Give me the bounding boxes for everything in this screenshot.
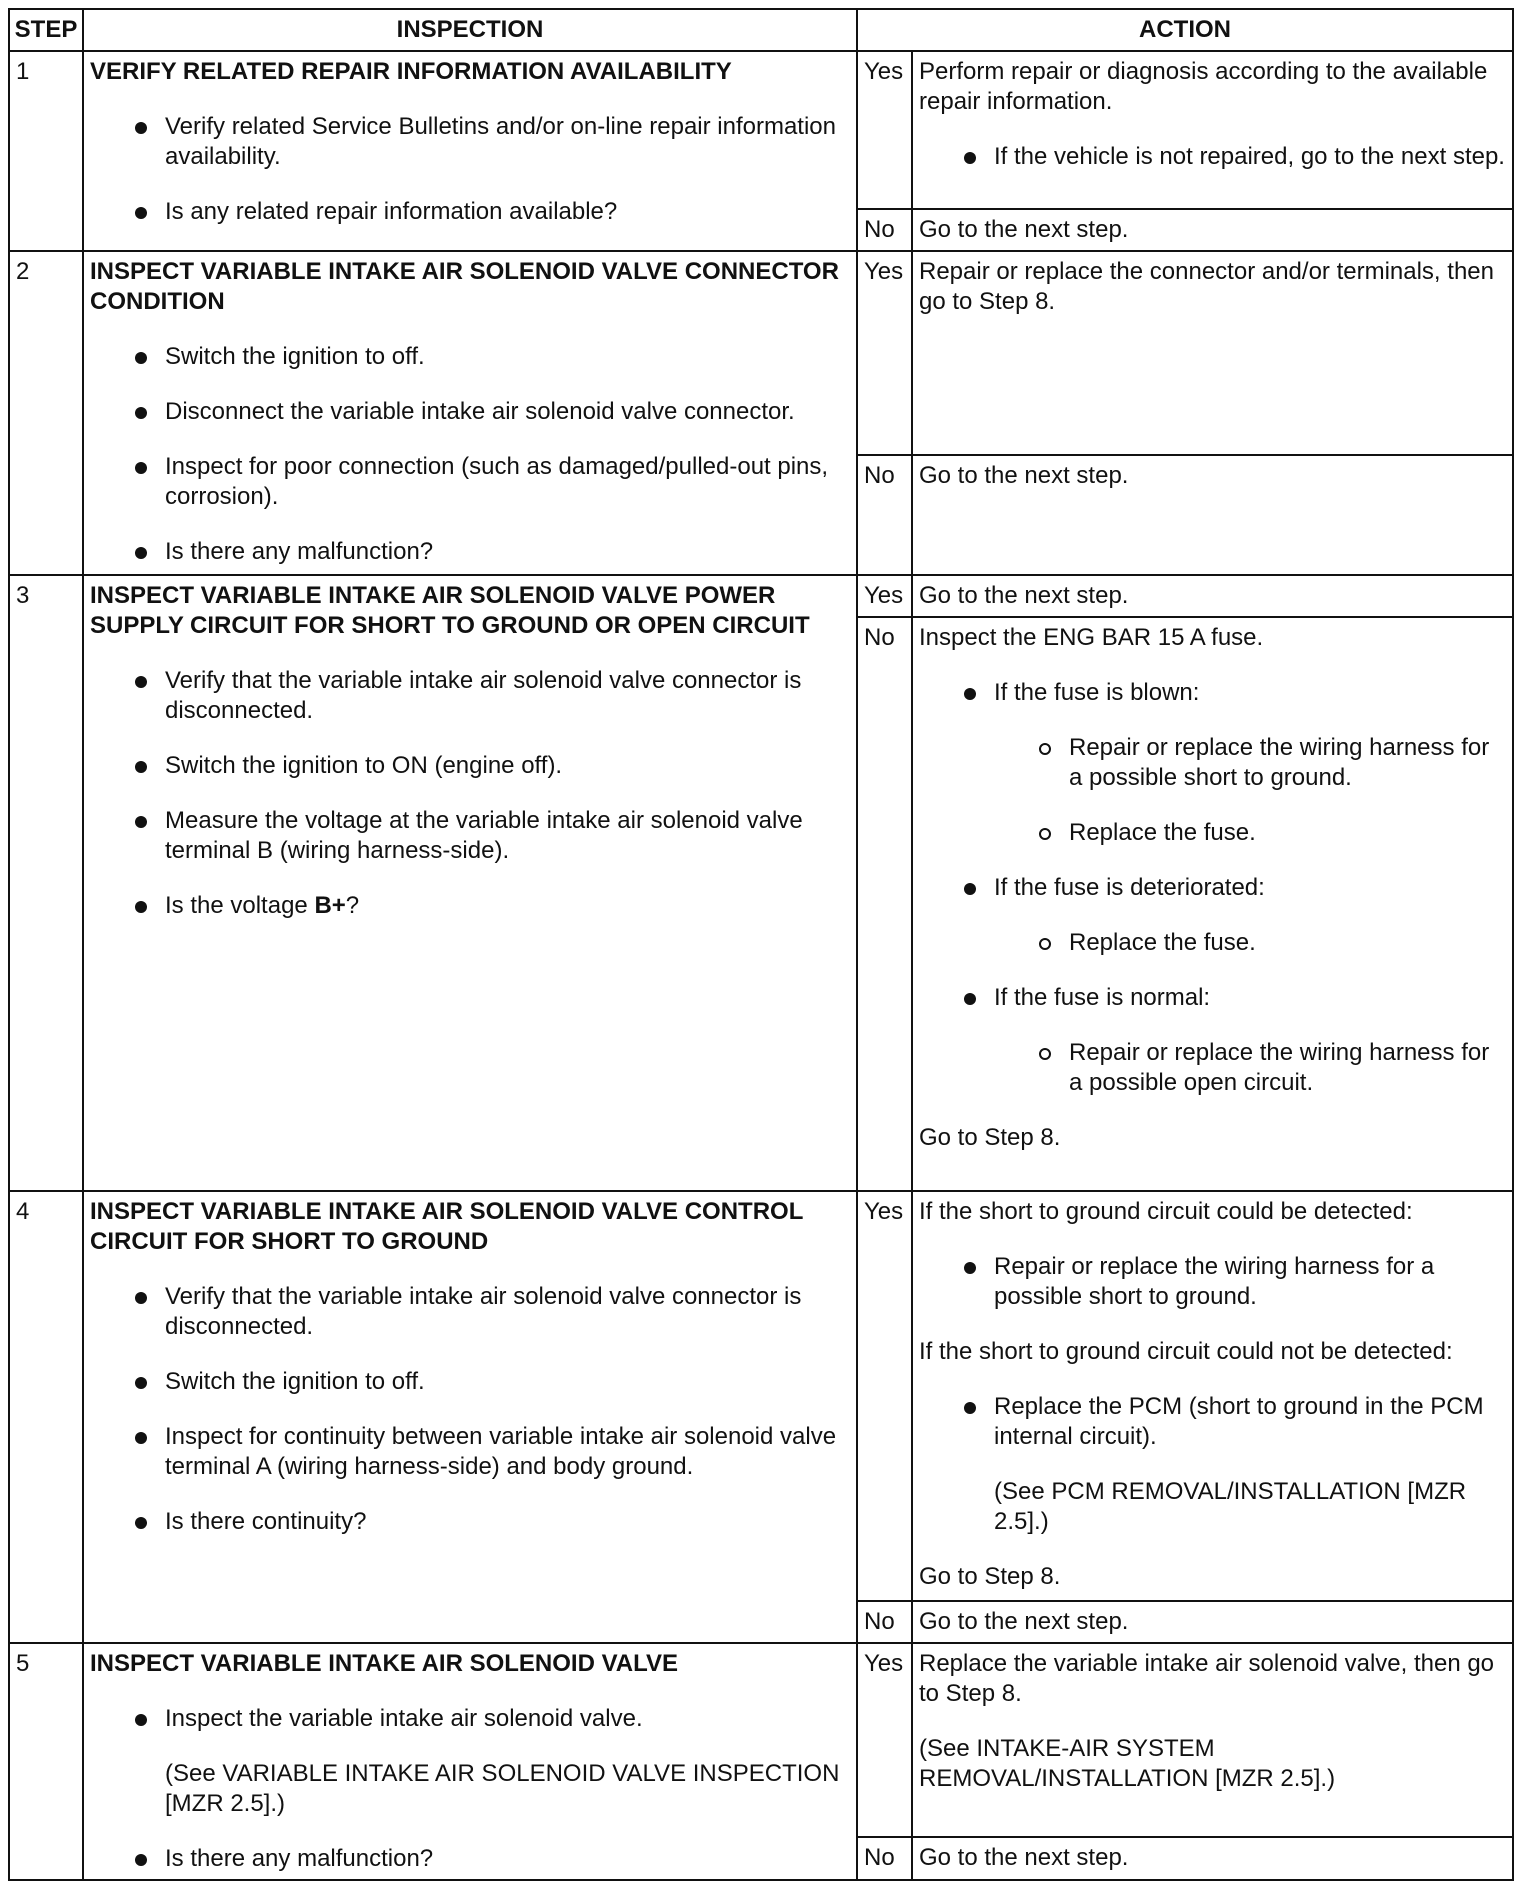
no-action: Go to the next step. bbox=[912, 455, 1513, 575]
action-text: Perform repair or diagnosis according to the available repair information. bbox=[919, 58, 1488, 115]
yes-action bbox=[912, 1191, 1513, 1601]
yes-label: Yes bbox=[857, 51, 912, 209]
no-label: No bbox=[857, 209, 912, 251]
list-item: Inspect for continuity between variable intake air solenoid valve terminal A (wiring harness-side) and body ground. bbox=[90, 1422, 850, 1482]
no-action bbox=[912, 617, 1513, 1191]
list-item: Is there any malfunction? bbox=[90, 1844, 850, 1874]
list-item: Verify related Service Bulletins and/or on-line repair information availability. bbox=[90, 112, 850, 172]
list-item bbox=[90, 1704, 850, 1819]
no-action: Go to the next step. bbox=[912, 209, 1513, 251]
list-item: Verify that the variable intake air solenoid valve connector is disconnected. bbox=[90, 1282, 850, 1342]
action-text: Replace the variable intake air solenoid valve, then go to Step 8. bbox=[919, 1650, 1495, 1707]
step-inspection bbox=[83, 575, 857, 1191]
list-item bbox=[919, 1392, 1506, 1537]
step-title: INSPECT VARIABLE INTAKE AIR SOLENOID VALVE CONTROL CIRCUIT FOR SHORT TO GROUND bbox=[90, 1198, 803, 1255]
step-1-row-yes bbox=[9, 51, 1513, 209]
header-row bbox=[9, 9, 1513, 51]
no-action: Go to the next step. bbox=[912, 1601, 1513, 1643]
see-reference: (See INTAKE-AIR SYSTEM REMOVAL/INSTALLATION [MZR 2.5].) bbox=[919, 1735, 1336, 1792]
list-item: Is any related repair information available? bbox=[90, 197, 850, 227]
replace-pcm: Replace the PCM (short to ground in the PCM internal circuit). bbox=[994, 1393, 1484, 1450]
yes-action bbox=[912, 51, 1513, 209]
list-item bbox=[90, 891, 850, 921]
inspection-header: INSPECTION bbox=[83, 9, 857, 51]
see-reference: (See VARIABLE INTAKE AIR SOLENOID VALVE INSPECTION [MZR 2.5].) bbox=[165, 1760, 840, 1817]
question-suffix: ? bbox=[345, 892, 360, 919]
action-list bbox=[919, 1252, 1506, 1312]
step-number: 3 bbox=[9, 575, 83, 1191]
action-list bbox=[919, 678, 1506, 1098]
step-inspection bbox=[83, 1643, 857, 1880]
no-label: No bbox=[857, 455, 912, 575]
inspection-list bbox=[90, 1704, 850, 1874]
step-number: 4 bbox=[9, 1191, 83, 1643]
list-item bbox=[919, 873, 1506, 958]
step-2-row-yes bbox=[9, 251, 1513, 455]
sub-list bbox=[994, 733, 1506, 848]
yes-label: Yes bbox=[857, 251, 912, 455]
list-item bbox=[919, 678, 1506, 848]
inspection-list bbox=[90, 666, 850, 921]
step-inspection bbox=[83, 1191, 857, 1643]
step-title: INSPECT VARIABLE INTAKE AIR SOLENOID VALVE CONNECTOR CONDITION bbox=[90, 258, 839, 315]
no-label: No bbox=[857, 1601, 912, 1643]
list-item: If the vehicle is not repaired, go to the next step. bbox=[919, 142, 1506, 172]
list-item: Repair or replace the wiring harness for a possible short to ground. bbox=[919, 1252, 1506, 1312]
action-list bbox=[919, 142, 1506, 172]
step-4-row-yes bbox=[9, 1191, 1513, 1601]
step-header: STEP bbox=[9, 9, 83, 51]
yes-label: Yes bbox=[857, 1643, 912, 1837]
yes-label: Yes bbox=[857, 575, 912, 617]
inspection-list bbox=[90, 112, 850, 227]
step-3-row-yes bbox=[9, 575, 1513, 617]
inspection-list bbox=[90, 1282, 850, 1537]
list-item: Measure the voltage at the variable intake air solenoid valve terminal B (wiring harness-side). bbox=[90, 806, 850, 866]
yes-action bbox=[912, 1643, 1513, 1837]
fuse-normal: If the fuse is normal: bbox=[994, 984, 1211, 1011]
sub-item: Replace the fuse. bbox=[994, 928, 1506, 958]
sub-list bbox=[994, 928, 1506, 958]
step-number: 5 bbox=[9, 1643, 83, 1880]
goto-step: Go to Step 8. bbox=[919, 1124, 1061, 1151]
step-title: INSPECT VARIABLE INTAKE AIR SOLENOID VALVE bbox=[90, 1650, 679, 1677]
action-header: ACTION bbox=[857, 9, 1513, 51]
question-prefix: Is the voltage bbox=[165, 892, 315, 919]
action-text: Inspect the ENG BAR 15 A fuse. bbox=[919, 624, 1264, 651]
diagnostic-table bbox=[8, 8, 1514, 1881]
fuse-blown: If the fuse is blown: bbox=[994, 679, 1200, 706]
list-item: Is there continuity? bbox=[90, 1507, 850, 1537]
no-action: Go to the next step. bbox=[912, 1837, 1513, 1880]
yes-action: Repair or replace the connector and/or terminals, then go to Step 8. bbox=[912, 251, 1513, 455]
sub-item: Repair or replace the wiring harness for a possible short to ground. bbox=[994, 733, 1506, 793]
sub-list bbox=[994, 1038, 1506, 1098]
action-text: If the short to ground circuit could not be detected: bbox=[919, 1338, 1453, 1365]
step-title: VERIFY RELATED REPAIR INFORMATION AVAILABILITY bbox=[90, 58, 732, 85]
list-item: Switch the ignition to off. bbox=[90, 1367, 850, 1397]
step-number: 2 bbox=[9, 251, 83, 575]
step-number: 1 bbox=[9, 51, 83, 251]
inspect-valve: Inspect the variable intake air solenoid valve. bbox=[165, 1705, 643, 1732]
goto-step: Go to Step 8. bbox=[919, 1563, 1061, 1590]
see-reference: (See PCM REMOVAL/INSTALLATION [MZR 2.5].) bbox=[994, 1478, 1467, 1535]
inspection-list bbox=[90, 342, 850, 567]
list-item: Verify that the variable intake air solenoid valve connector is disconnected. bbox=[90, 666, 850, 726]
step-title: INSPECT VARIABLE INTAKE AIR SOLENOID VALVE POWER SUPPLY CIRCUIT FOR SHORT TO GROUND OR OPEN CIRCUIT bbox=[90, 582, 810, 639]
step-5-row-yes bbox=[9, 1643, 1513, 1837]
list-item: Switch the ignition to ON (engine off). bbox=[90, 751, 850, 781]
list-item: Disconnect the variable intake air solenoid valve connector. bbox=[90, 397, 850, 427]
step-inspection bbox=[83, 251, 857, 575]
action-text: If the short to ground circuit could be detected: bbox=[919, 1198, 1413, 1225]
sub-item: Repair or replace the wiring harness for a possible open circuit. bbox=[994, 1038, 1506, 1098]
list-item: Is there any malfunction? bbox=[90, 537, 850, 567]
step-inspection bbox=[83, 51, 857, 251]
yes-action: Go to the next step. bbox=[912, 575, 1513, 617]
action-list bbox=[919, 1392, 1506, 1537]
no-label: No bbox=[857, 1837, 912, 1880]
no-label: No bbox=[857, 617, 912, 1191]
yes-label: Yes bbox=[857, 1191, 912, 1601]
fuse-deteriorated: If the fuse is deteriorated: bbox=[994, 874, 1265, 901]
list-item: Inspect for poor connection (such as damaged/pulled-out pins, corrosion). bbox=[90, 452, 850, 512]
list-item: Switch the ignition to off. bbox=[90, 342, 850, 372]
question-bold: B+ bbox=[314, 892, 346, 919]
sub-item: Replace the fuse. bbox=[994, 818, 1506, 848]
list-item bbox=[919, 983, 1506, 1098]
